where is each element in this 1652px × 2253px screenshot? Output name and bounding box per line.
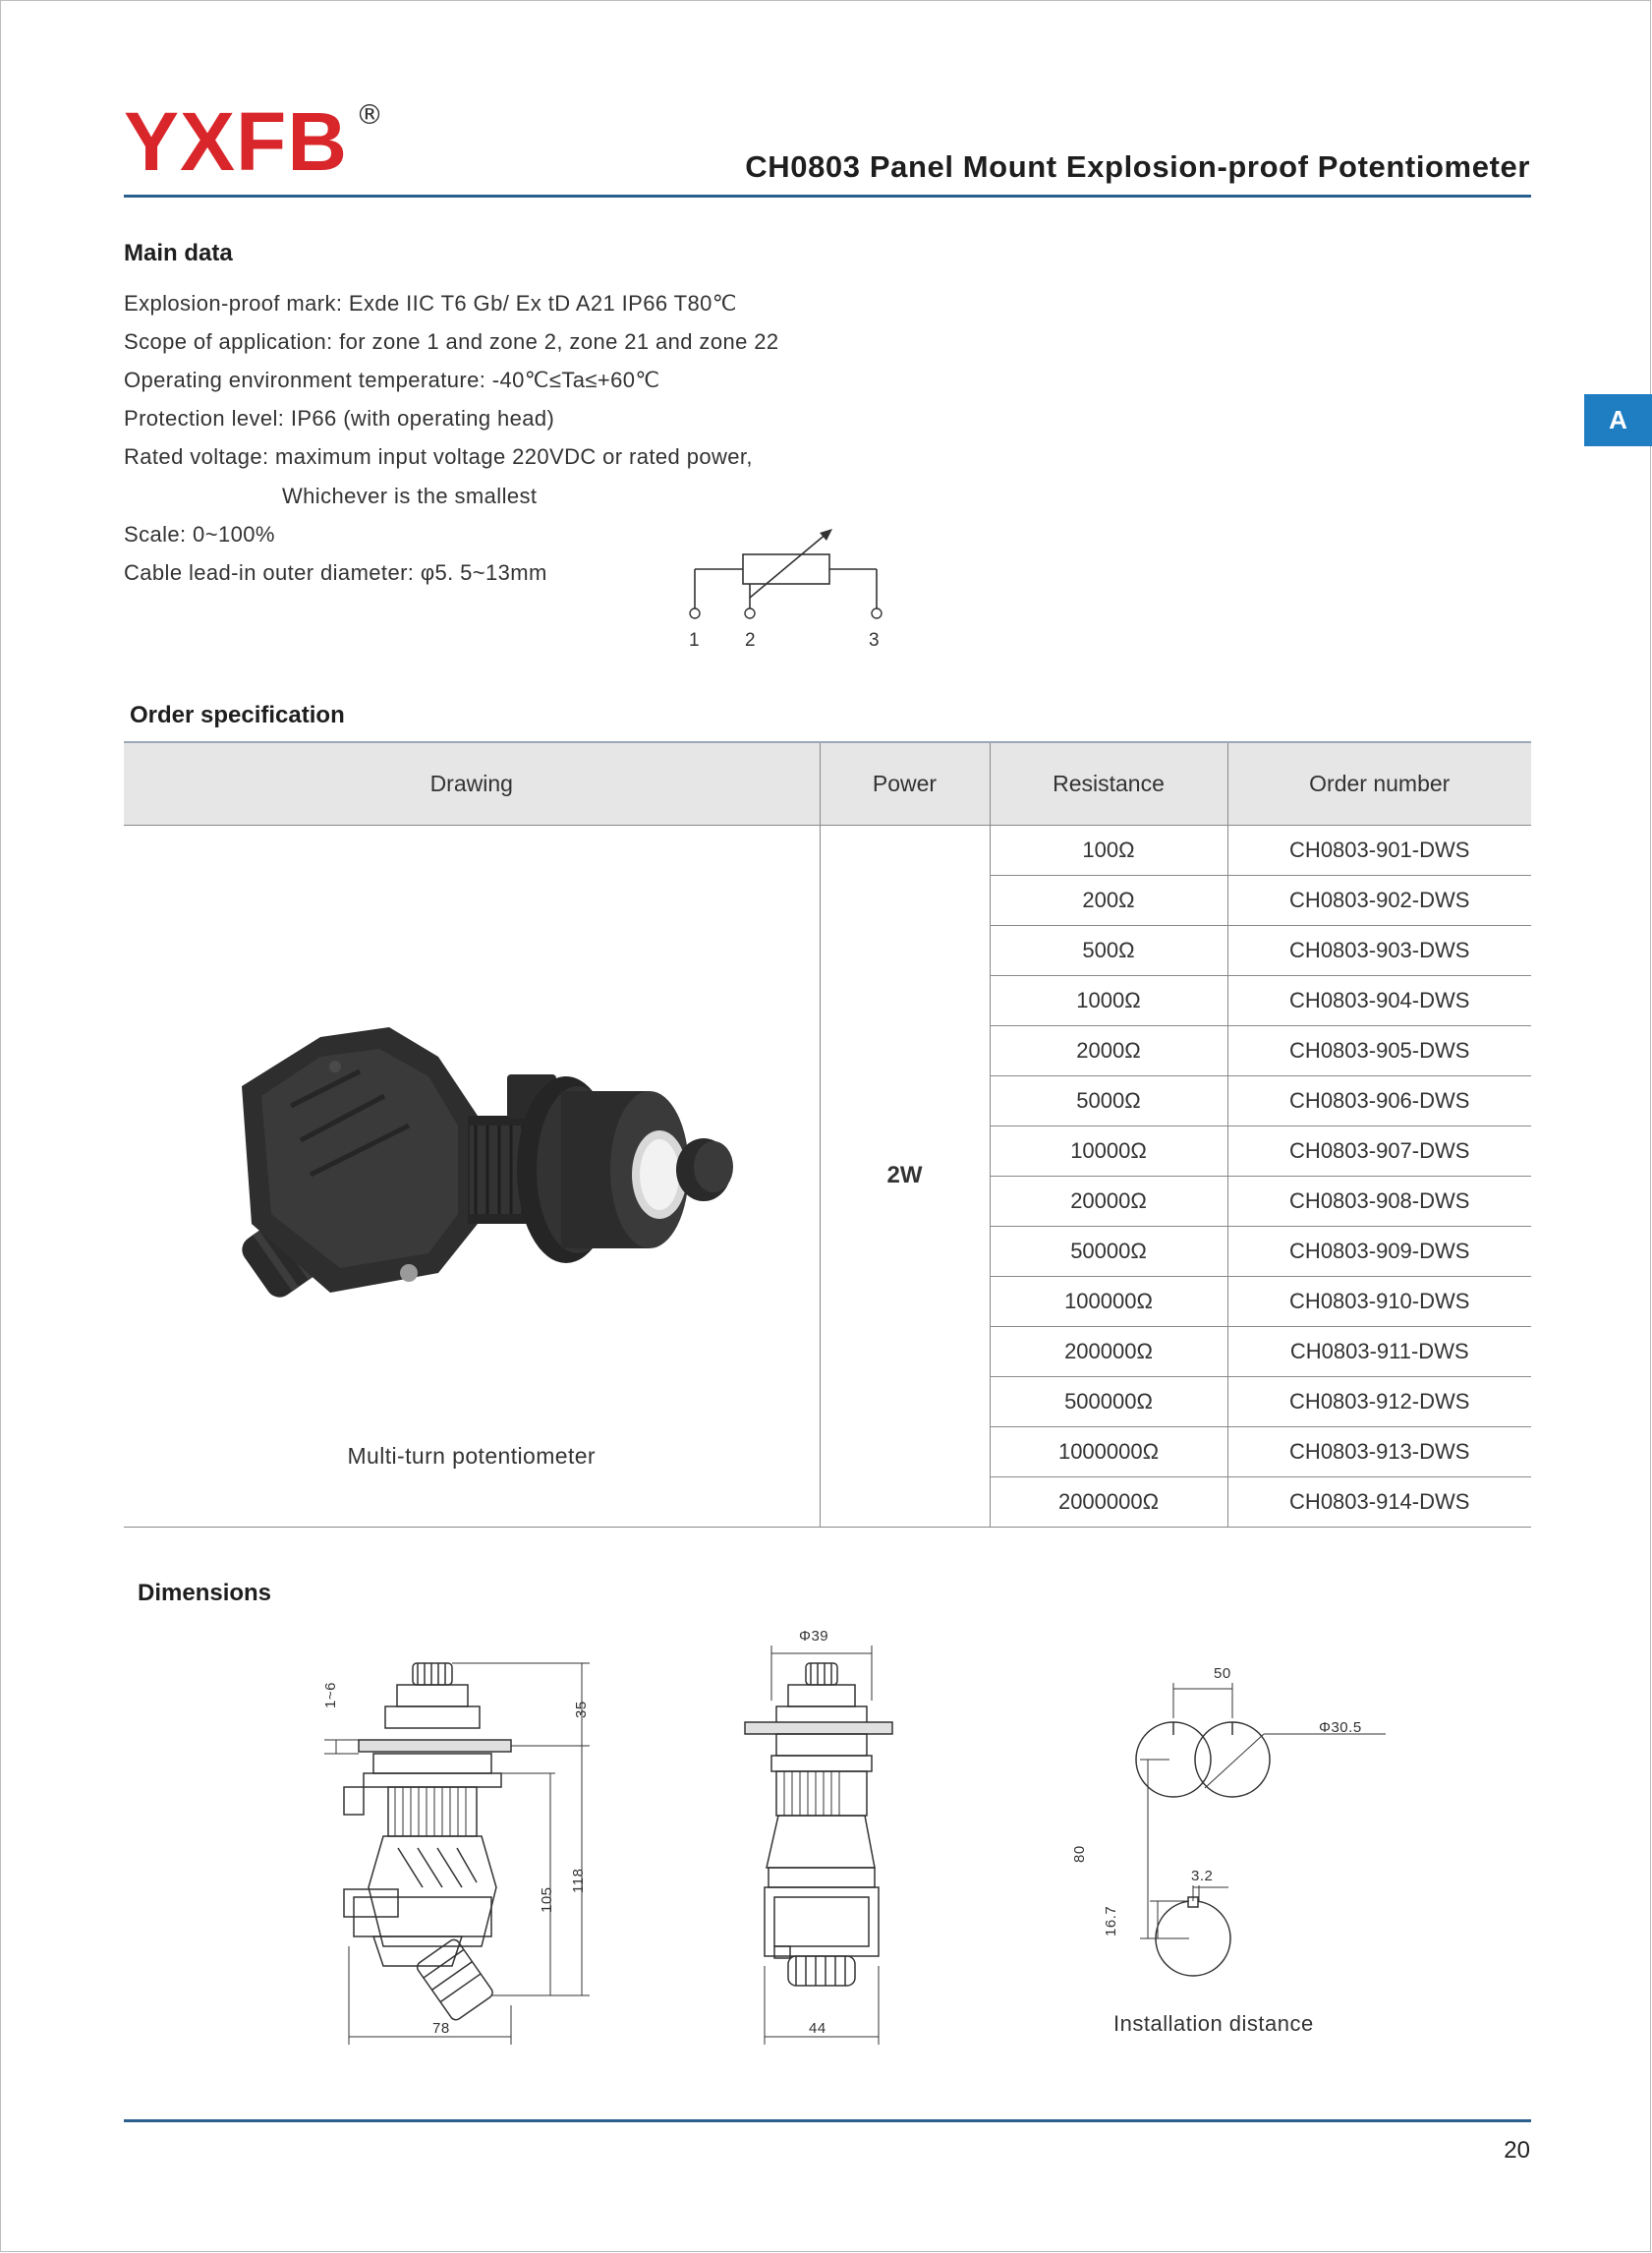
- dim-front-44: 44: [809, 2020, 826, 2037]
- dim-side-78: 78: [432, 2020, 450, 2037]
- pin-label-3: 3: [869, 630, 880, 651]
- resistance-cell: 200000Ω: [990, 1326, 1227, 1376]
- spec-line-temperature: Operating environment temperature: -40℃≤Ta≤+60℃: [124, 368, 660, 392]
- dim-install-3-2: 3.2: [1191, 1868, 1214, 1884]
- order-number-cell: CH0803-908-DWS: [1227, 1176, 1531, 1226]
- resistance-cell: 5000Ω: [990, 1075, 1227, 1126]
- drawing-cell: [124, 825, 820, 1527]
- resistance-cell: 20000Ω: [990, 1176, 1227, 1226]
- brand-logo: YXFB: [124, 95, 349, 188]
- spec-line-explosion-mark: Explosion-proof mark: Exde IIC T6 Gb/ Ex tD A21 IP66 T80℃: [124, 291, 737, 316]
- order-number-cell: CH0803-910-DWS: [1227, 1276, 1531, 1326]
- header-drawing: Drawing: [124, 742, 820, 825]
- order-number-cell: CH0803-913-DWS: [1227, 1426, 1531, 1476]
- header-divider: [124, 195, 1531, 198]
- installation-drawing: [1071, 1661, 1396, 1995]
- registered-mark: ®: [356, 98, 383, 131]
- page-title: CH0803 Panel Mount Explosion-proof Potentiometer: [745, 149, 1530, 184]
- spec-line-voltage-cont: Whichever is the smallest: [282, 484, 538, 508]
- spec-line-voltage: Rated voltage: maximum input voltage 220VDC or rated power,: [124, 444, 753, 469]
- order-number-cell: CH0803-907-DWS: [1227, 1126, 1531, 1176]
- dim-side-35: 35: [573, 1701, 590, 1718]
- header-order-number: Order number: [1227, 742, 1531, 825]
- order-spec-heading: Order specification: [130, 702, 345, 728]
- main-data-heading: Main data: [124, 240, 233, 266]
- order-number-cell: CH0803-906-DWS: [1227, 1075, 1531, 1126]
- product-photo: [212, 978, 763, 1332]
- spec-line-protection: Protection level: IP66 (with operating head): [124, 406, 555, 431]
- order-number-cell: CH0803-901-DWS: [1227, 825, 1531, 875]
- resistance-cell: 10000Ω: [990, 1126, 1227, 1176]
- resistance-cell: 500000Ω: [990, 1376, 1227, 1426]
- front-view-drawing: [737, 1642, 904, 2054]
- dim-front-diameter-39: Φ39: [799, 1628, 829, 1645]
- dimensions-heading: Dimensions: [138, 1580, 272, 1606]
- resistance-cell: 500Ω: [990, 925, 1227, 975]
- resistance-cell: 2000000Ω: [990, 1476, 1227, 1527]
- dim-side-118: 118: [570, 1868, 587, 1893]
- installation-distance-label: Installation distance: [1113, 2011, 1314, 2036]
- order-number-cell: CH0803-902-DWS: [1227, 875, 1531, 925]
- resistance-cell: 100000Ω: [990, 1276, 1227, 1326]
- dim-side-1-6: 1~6: [322, 1682, 339, 1708]
- order-number-cell: CH0803-909-DWS: [1227, 1226, 1531, 1276]
- pin-label-2: 2: [745, 630, 756, 651]
- resistance-cell: 200Ω: [990, 875, 1227, 925]
- section-tab[interactable]: A: [1584, 394, 1652, 446]
- power-cell: 2W: [820, 825, 990, 1527]
- dim-install-50: 50: [1214, 1665, 1231, 1682]
- page-number: 20: [1504, 2137, 1530, 2164]
- resistance-cell: 1000Ω: [990, 975, 1227, 1025]
- table-row: [124, 825, 1531, 875]
- order-number-cell: CH0803-903-DWS: [1227, 925, 1531, 975]
- order-number-cell: CH0803-912-DWS: [1227, 1376, 1531, 1426]
- potentiometer-schematic: [678, 521, 904, 629]
- order-number-cell: CH0803-911-DWS: [1227, 1326, 1531, 1376]
- spec-line-scale: Scale: 0~100%: [124, 522, 275, 547]
- pin-label-1: 1: [689, 630, 700, 651]
- order-number-cell: CH0803-905-DWS: [1227, 1025, 1531, 1075]
- dim-side-105: 105: [539, 1886, 555, 1913]
- header-resistance: Resistance: [990, 742, 1227, 825]
- order-table: [124, 741, 1531, 1528]
- spec-line-cable: Cable lead-in outer diameter: φ5. 5~13mm: [124, 560, 547, 585]
- drawing-label: Multi-turn potentiometer: [347, 1442, 596, 1469]
- footer-divider: [124, 2119, 1531, 2122]
- dim-install-diameter-30-5: Φ30.5: [1319, 1719, 1362, 1736]
- side-view-drawing: [314, 1651, 609, 2054]
- table-header-row: [124, 742, 1531, 825]
- resistance-cell: 2000Ω: [990, 1025, 1227, 1075]
- header-power: Power: [820, 742, 990, 825]
- dim-install-16-7: 16.7: [1103, 1905, 1119, 1936]
- dim-install-80: 80: [1071, 1845, 1088, 1863]
- resistance-cell: 100Ω: [990, 825, 1227, 875]
- order-number-cell: CH0803-904-DWS: [1227, 975, 1531, 1025]
- resistance-cell: 50000Ω: [990, 1226, 1227, 1276]
- order-number-cell: CH0803-914-DWS: [1227, 1476, 1531, 1527]
- spec-line-scope: Scope of application: for zone 1 and zone 2, zone 21 and zone 22: [124, 329, 779, 354]
- resistance-cell: 1000000Ω: [990, 1426, 1227, 1476]
